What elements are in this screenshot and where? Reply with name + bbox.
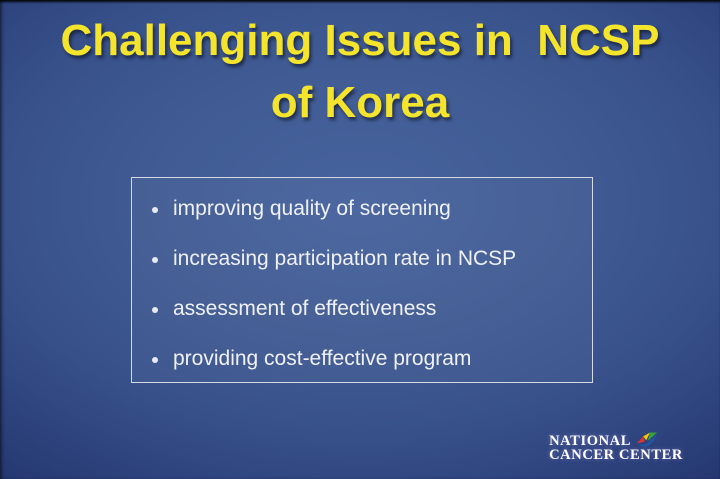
bullet-text: assessment of effectiveness [173, 297, 437, 320]
bullet-dot [152, 257, 158, 263]
title-line-2: of Korea [270, 78, 450, 127]
title-line-1: Challenging Issues in NCSP [60, 16, 660, 65]
list-item [152, 284, 582, 334]
logo-line-2: CANCER CENTER [549, 447, 683, 463]
ncc-logo [549, 428, 683, 462]
bullet-text: providing cost-effective program [173, 347, 472, 370]
bullet-text: improving quality of screening [173, 197, 451, 220]
logo-line-1: NATIONAL [549, 433, 631, 449]
slide-title [0, 10, 720, 134]
bullet-dot [152, 307, 158, 313]
bullet-text: increasing participation rate in NCSP [173, 247, 517, 270]
bullet-box [131, 177, 593, 383]
list-item [152, 234, 582, 284]
bullet-list [132, 178, 592, 384]
list-item [152, 184, 582, 234]
bullet-dot [152, 207, 158, 213]
list-item [152, 334, 582, 384]
bullet-dot [152, 357, 158, 363]
pinwheel-arrow-icon [635, 431, 659, 451]
